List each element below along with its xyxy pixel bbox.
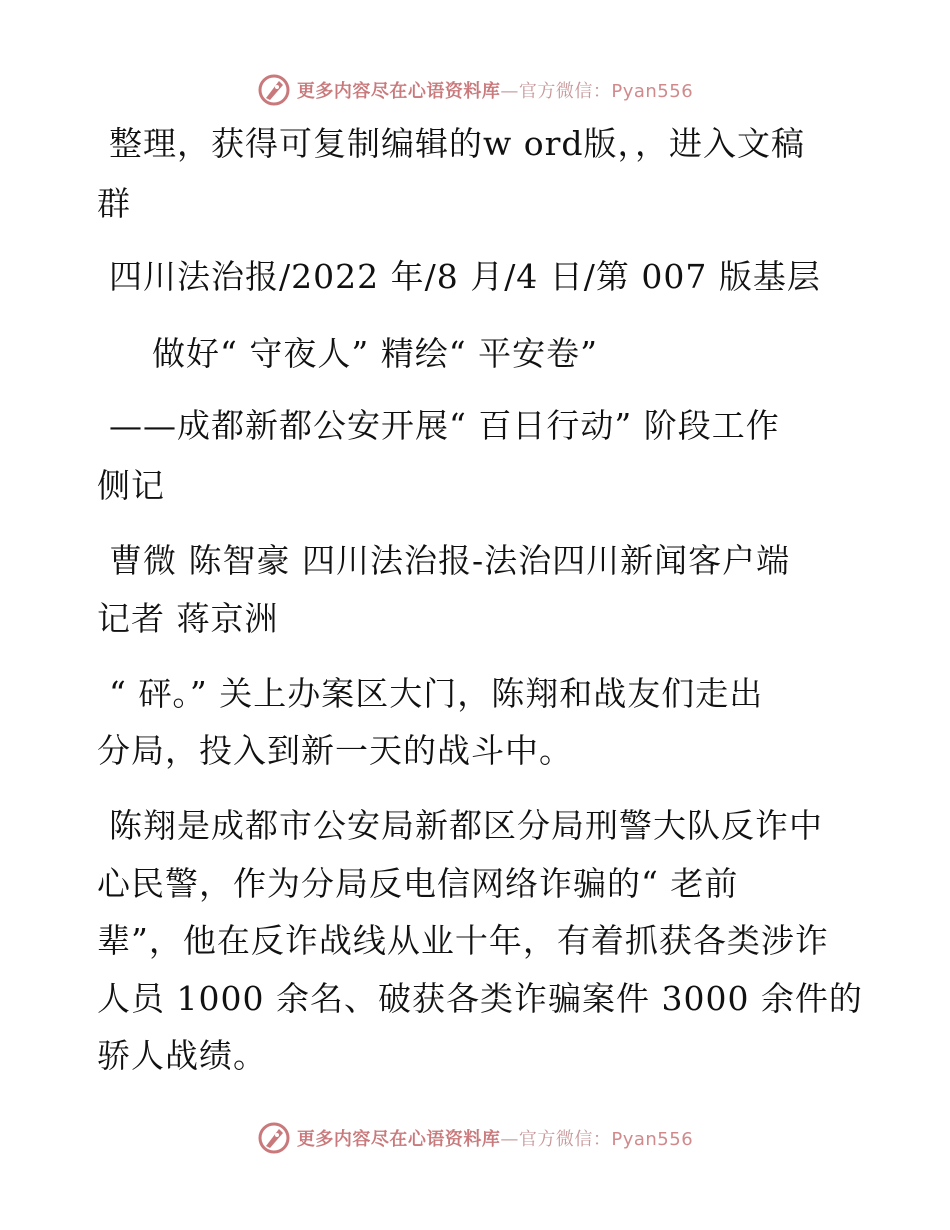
headline: 做好“ 守夜人” 精绘“ 平安卷” bbox=[152, 334, 598, 373]
para2-line-2: 心民警，作为分局反电信网络诈骗的“ 老前 bbox=[97, 864, 739, 903]
para1-line-2: 分局，投入到新一天的战斗中。 bbox=[97, 731, 573, 770]
watermark-wechat-id: Pyan556 bbox=[611, 1129, 694, 1150]
byline-line-2: 记者 蒋京洲 bbox=[97, 599, 279, 638]
footer-watermark bbox=[0, 1118, 950, 1158]
para2-line-4: 人员 1000 余名、破获各类诈骗案件 3000 余件的 bbox=[97, 979, 863, 1018]
para2-line-3: 辈”，他在反诈战线从业十年，有着抓获各类涉诈 bbox=[97, 921, 829, 960]
para2-line-5: 骄人战绩。 bbox=[97, 1036, 267, 1075]
byline-line-1: 曹微 陈智豪 四川法治报-法治四川新闻客户端 bbox=[109, 541, 791, 580]
subheadline-line-1: ——成都新都公安开展“ 百日行动” 阶段工作 bbox=[109, 406, 780, 445]
watermark-main: 更多内容尽在心语资料库 bbox=[296, 1129, 501, 1150]
intro-line-2: 群 bbox=[97, 184, 131, 223]
watermark-main: 更多内容尽在心语资料库 bbox=[296, 81, 501, 102]
header-watermark bbox=[0, 70, 950, 110]
para2-line-1: 陈翔是成都市公安局新都区分局刑警大队反诈中 bbox=[109, 806, 823, 845]
watermark-text bbox=[297, 1125, 693, 1151]
intro-line-1: 整理，获得可复制编辑的w ord版，，进入文稿 bbox=[109, 124, 806, 163]
watermark-separator: — bbox=[500, 1129, 519, 1150]
subheadline-line-2: 侧记 bbox=[97, 466, 165, 505]
watermark-wechat-id: Pyan556 bbox=[611, 81, 694, 102]
watermark-suffix: 官方微信： bbox=[518, 81, 612, 102]
pen-nib-logo-icon bbox=[257, 73, 291, 107]
para1-line-1: “ 砰。” 关上办案区大门，陈翔和战友们走出 bbox=[109, 674, 764, 713]
watermark-suffix: 官方微信： bbox=[518, 1129, 612, 1150]
watermark-text bbox=[297, 77, 693, 103]
watermark-separator: — bbox=[500, 81, 519, 102]
pen-nib-logo-icon bbox=[257, 1121, 291, 1155]
source-line: 四川法治报/2022 年/8 月/4 日/第 007 版基层 bbox=[109, 257, 821, 296]
